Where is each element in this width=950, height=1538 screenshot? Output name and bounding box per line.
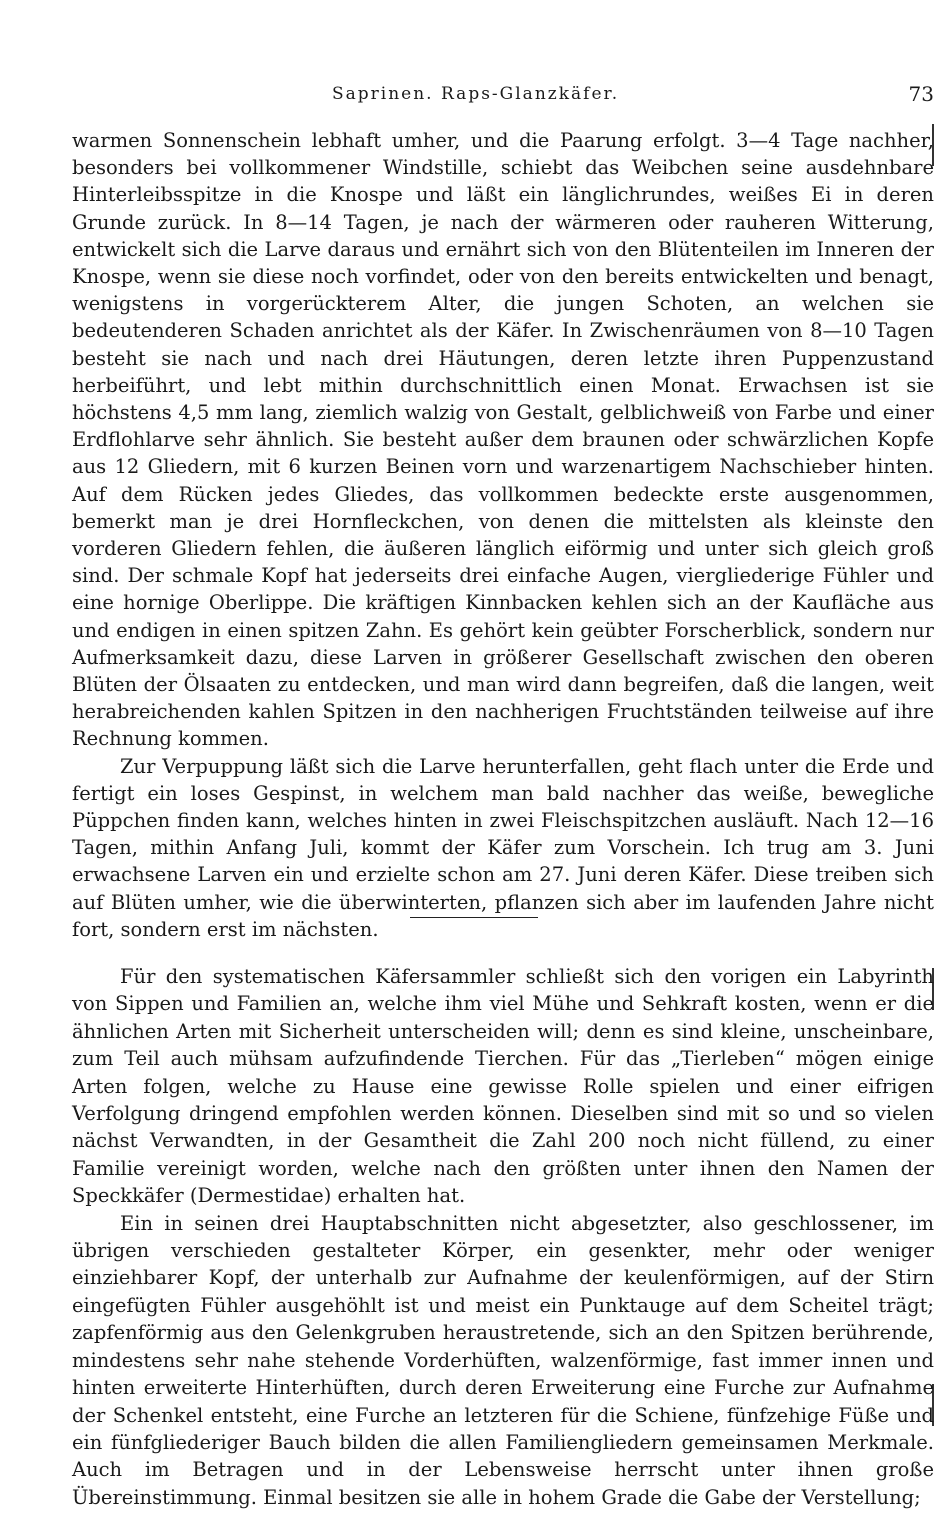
paragraph: Zur Verpuppung läßt sich die Larve herunterfallen, geht flach unter die Erde und fertigt ein loses Gespinst, in welchem man bald nachher das weiße, bewegliche Püppchen finden kann, welches hinten in zwei Fleischspitzchen ausläuft. Nach 12—16 Tagen, mithin Anfang Juli, kommt der Käfer zum Vorschein. Ich trug am 3. Juni erwachsene Larven ein und erzielte schon am 27. Juni deren Käfer. Diese treiben sich auf Blüten umher, wie die überwinterten, pflanzen sich aber im laufenden Jahre nicht fort, sondern erst im nächsten. (72, 754, 934, 941)
page-number: 73 (908, 82, 934, 106)
paragraph: warmen Sonnenschein lebhaft umher, und die Paarung erfolgt. 3—4 Tage nachher, besonders bei vollkommener Windstille, schiebt das Weibchen seine ausdehnbare Hinterleibsspitze in die Knospe und läßt ein länglichrundes, weißes Ei in deren Grunde zurück. In 8—14 Tagen, je nach der wärmeren oder rauheren Witterung, entwickelt sich die Larve daraus und ernährt sich von den Blütenteilen im Inneren der Knospe, wenn sie diese noch vorfindet, oder von den bereits entwickelten und benagt, wenigstens in vorgerückterem Alter, die jungen Schoten, an welchen sie bedeutenderen Schaden anrichtet als der Käfer. In Zwischenräumen von 8—10 Tagen besteht sie nach und nach drei Häutungen, deren letzte ihren Puppenzustand herbeiführt, und lebt mithin durchschnittlich einen Monat. Erwachsen ist sie höchstens 4,5 mm lang, ziemlich walzig von Gestalt, gelblichweiß von Farbe und einer Erdflohlarve sehr ähnlich. Sie besteht außer dem braunen oder schwärzlichen Kopfe aus 12 Gliedern, mit 6 kurzen Beinen vorn und warzenartigem Nachschieber hinten. Auf dem Rücken jedes Gliedes, das vollkommen bedeckte erste ausgenommen, bemerkt man je drei Hornfleckchen, von denen die mittelsten als kleinste den vorderen Gliedern fehlen, die äußeren länglich eiförmig und unter sich gleich groß sind. Der schmale Kopf hat jederseits drei einfache Augen, viergliederige Fühler und eine hornige Oberlippe. Die kräftigen Kinnbacken kehlen sich an der Kaufläche aus und endigen in einen spitzen Zahn. Es gehört kein geübter Forscherblick, sondern nur Aufmerksamkeit dazu, diese Larven in größerer Gesellschaft zwischen den oberen Blüten der Ölsaaten zu entdecken, und man wird dann begreifen, daß die langen, weit herabreichenden kahlen Spitzen in den nachherigen Fruchtständen teilweise auf ihre Rechnung kommen. (72, 129, 934, 751)
text-section-dermestidae (72, 963, 934, 1511)
running-title: Saprinen. Raps-Glanzkäfer. (332, 84, 620, 104)
text-section-rapeseed-beetle (72, 127, 934, 943)
running-head (72, 84, 940, 108)
section-divider (410, 917, 538, 918)
paragraph: Ein in seinen drei Hauptabschnitten nicht abgesetzter, also geschlossener, im übrigen verschieden gestalteter Körper, ein gesenkter, mehr oder weniger einziehbarer Kopf, der unterhalb zur Aufnahme der keulenförmigen, auf der Stirn eingefügten Fühler ausgehöhlt ist und meist ein Punktauge auf dem Scheitel trägt; zapfenförmig aus den Gelenkgruben heraustretende, sich an den Spitzen berührende, mindestens sehr nahe stehende Vorderhüften, walzenförmige, fast immer innen und hinten erweiterte Hinterhüften, durch deren Erweiterung eine Furche zur Aufnahme der Schenkel entsteht, eine Furche an letzteren für die Schiene, fünfzehige Füße und ein fünfgliederiger Bauch bilden die allen Familiengliedern gemeinsamen Merkmale. Auch im Betragen und in der Lebensweise herrscht unter ihnen große Übereinstimmung. Einmal besitzen sie alle in hohem Grade die Gabe der Verstellung; (72, 1211, 934, 1509)
paragraph: Für den systematischen Käfersammler schließt sich den vorigen ein Labyrinth von Sippen und Familien an, welche ihm viel Mühe und Sehkraft kosten, wenn er die ähnlichen Arten mit Sicherheit unterscheiden will; denn es sind kleine, unscheinbare, zum Teil auch mühsam aufzufindende Tierchen. Für das „Tierleben“ mögen einige Arten folgen, welche zu Hause eine gewisse Rolle spielen und einer eifrigen Verfolgung dringend empfohlen werden können. Dieselben sind mit so und so vielen nächst Verwandten, in der Gesamtheit die Zahl 200 noch nicht füllend, zu einer Familie vereinigt worden, welche nach den größten unter ihnen den Namen der Speckkäfer (Dermestidae) erhalten hat. (72, 965, 934, 1208)
